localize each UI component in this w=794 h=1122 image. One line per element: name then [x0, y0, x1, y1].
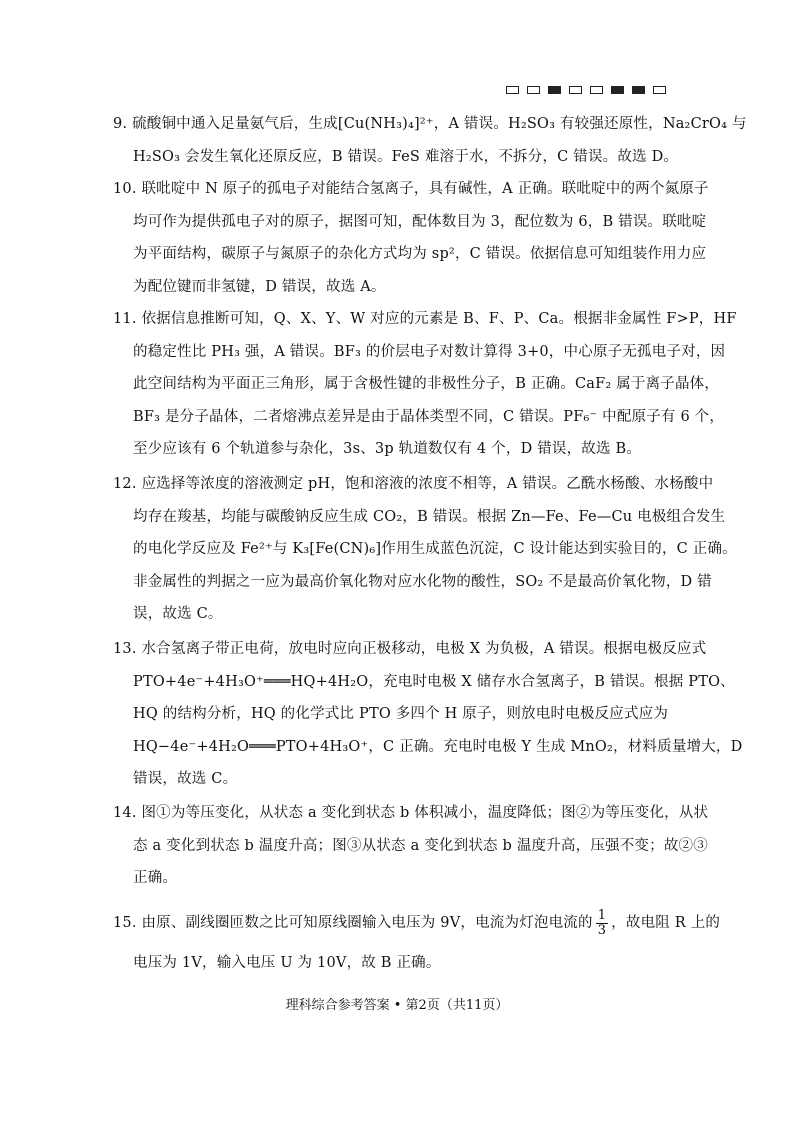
item-text: 图①为等压变化，从状态 a 变化到状态 b 体积减小，温度降低；图②为等压变化，从状: [141, 805, 709, 821]
item-text: 硫酸铜中通入足量氨气后，生成[Cu(NH₃)₄]²⁺，A 错误。H₂SO₃ 有较强还原性，Na₂CrO₄ 与: [132, 116, 747, 132]
item-text: 联吡啶中 N 原子的孤电子对能结合氢离子，具有碱性，A 正确。联吡啶中的两个氮原子: [141, 181, 709, 197]
answer-item-12: [113, 468, 737, 631]
item-text: 误，故选 C。: [133, 606, 223, 623]
item-text: 至少应该有 6 个轨道参与杂化，3s、3p 轨道数仅有 4 个，D 错误，故选 B。: [133, 441, 642, 458]
answer-item-14: [113, 797, 709, 895]
item-text: 电压为 1V，输入电压 U 为 10V，故 B 正确。: [133, 955, 441, 971]
item-text: PTO+4e⁻+4H₃O⁺═══HQ+4H₂O，充电时电极 X 储存水合氢离子，B 错误。根据 PTO、: [133, 673, 735, 690]
item-text: 错误，故选 C。: [133, 771, 238, 788]
item-text: 正确。: [133, 870, 178, 887]
mark-empty: [653, 86, 666, 94]
item-text: 由原、副线圈匝数之比可知原线圈输入电压为 9V，电流为灯泡电流的: [141, 915, 593, 931]
answer-item-13: [113, 633, 743, 796]
header-marks: [506, 86, 666, 94]
item-text: 为平面结构，碳原子与氮原子的杂化方式均为 sp²，C 错误。依据信息可知组装作用力应: [133, 246, 707, 263]
fraction-numerator: 1: [597, 907, 607, 923]
item-text: H₂SO₃ 会发生氧化还原反应，B 错误。FeS 难溶于水，不拆分，C 错误。故选 D。: [133, 148, 679, 165]
answer-item-15: [113, 903, 721, 980]
mark-empty: [590, 86, 603, 94]
item-text: 态 a 变化到状态 b 温度升高；图③从状态 a 变化到状态 b 温度升高，压强不变；故②③: [133, 837, 708, 854]
item-text: 的电化学反应及 Fe²⁺与 K₃[Fe(CN)₆]作用生成蓝色沉淀，C 设计能达到实验目的，C 正确。: [133, 541, 737, 558]
item-text: 依据信息推断可知，Q、X、Y、W 对应的元素是 B、F、P、Ca。根据非金属性 F>P，HF: [141, 311, 737, 327]
item-number: 13.: [113, 641, 137, 657]
item-number: 14.: [113, 805, 137, 821]
item-number: 9.: [113, 116, 128, 132]
answer-item-9: [113, 108, 747, 173]
item-text: 的稳定性比 PH₃ 强，A 错误。BF₃ 的价层电子对数计算得 3+0，中心原子无孤电子对，因: [133, 343, 726, 360]
fraction: [596, 909, 608, 938]
mark-empty: [569, 86, 582, 94]
mark-empty: [527, 86, 540, 94]
item-text: 水合氢离子带正电荷，放电时应向正极移动，电极 X 为负极，A 错误。根据电极反应式: [141, 641, 707, 657]
item-text: HQ−4e⁻+4H₂O═══PTO+4H₃O⁺，C 正确。充电时电极 Y 生成 MnO₂，材料质量增大，D: [133, 738, 743, 755]
item-text: 为配位键而非氢键，D 错误，故选 A。: [133, 278, 386, 295]
item-number: 15.: [113, 915, 137, 931]
mark-filled: [548, 86, 561, 94]
item-text: BF₃ 是分子晶体，二者熔沸点差异是由于晶体类型不同，C 错误。PF₆⁻ 中配原子有 6 个，: [133, 408, 725, 425]
answer-item-11: [113, 303, 737, 466]
mark-filled: [632, 86, 645, 94]
item-text: 非金属性的判据之一应为最高价氧化物对应水化物的酸性，SO₂ 不是最高价氧化物，D 错: [133, 573, 712, 590]
item-text: HQ 的结构分析，HQ 的化学式比 PTO 多四个 H 原子，则放电时电极反应式应为: [133, 706, 669, 723]
item-text: ，故电阻 R 上的: [611, 915, 721, 931]
item-number: 10.: [113, 181, 137, 197]
fraction-denominator: 3: [597, 922, 607, 938]
item-text: 均存在羧基，均能与碳酸钠反应生成 CO₂，B 错误。根据 Zn—Fe、Fe—Cu 电极组合发生: [133, 508, 726, 525]
item-number: 11.: [113, 311, 137, 327]
answer-item-10: [113, 173, 709, 303]
item-text: 均可作为提供孤电子对的原子，据图可知，配体数目为 3，配位数为 6，B 错误。联吡啶: [133, 213, 707, 230]
page-footer: 理科综合参考答案 • 第2页（共11页）: [285, 998, 509, 1013]
mark-filled: [611, 86, 624, 94]
item-text: 此空间结构为平面正三角形，属于含极性键的非极性分子，B 正确。CaF₂ 属于离子晶体，: [133, 376, 720, 393]
item-number: 12.: [113, 476, 137, 492]
item-text: 应选择等浓度的溶液测定 pH，饱和溶液的浓度不相等，A 错误。乙酰水杨酸、水杨酸中: [141, 476, 714, 492]
mark-empty: [506, 86, 519, 94]
